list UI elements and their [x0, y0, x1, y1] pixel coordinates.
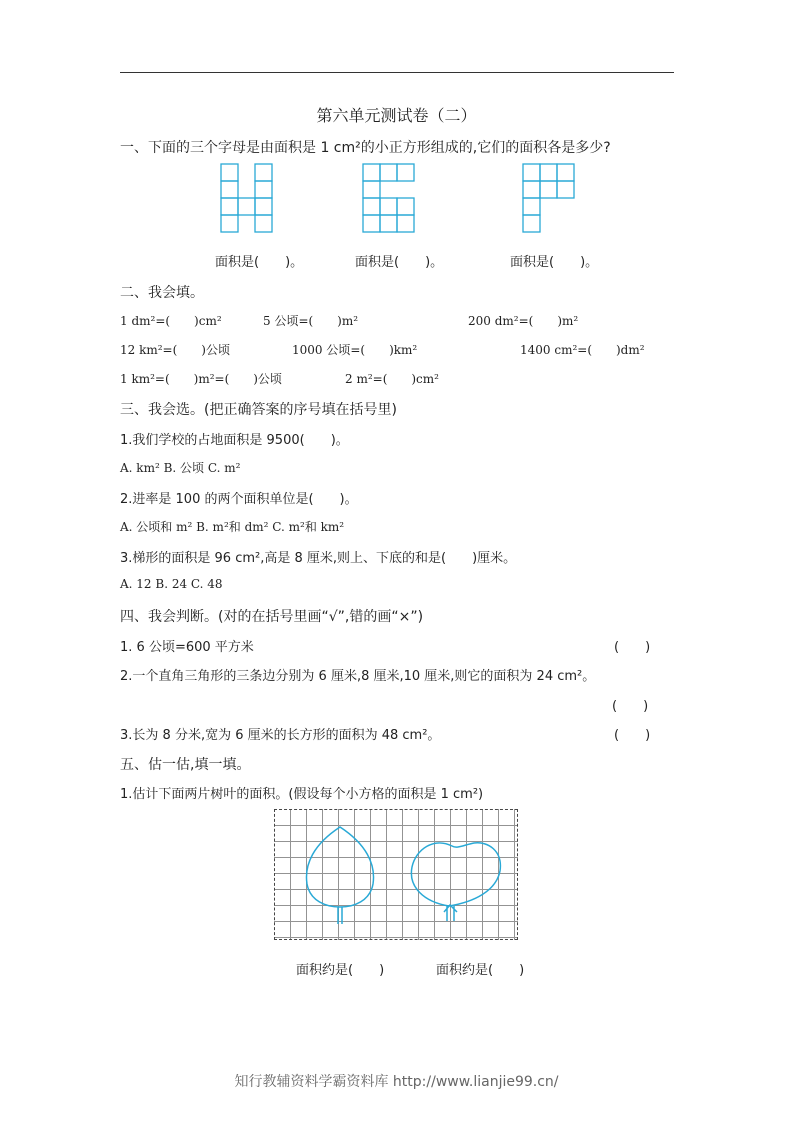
fill-item: 5 公顷=( )m² — [263, 314, 359, 328]
fill-item: 1 km²=( )m²=( )公顷 — [120, 372, 282, 386]
letter-h-answer: 面积是( )。 — [215, 255, 304, 270]
page-title: 第六单元测试卷（二） — [316, 106, 477, 125]
top-rule — [120, 72, 674, 73]
judge-question-3: 3.长为 8 分米,宽为 6 厘米的长方形的面积为 48 cm²。 — [120, 728, 441, 743]
choice-question-1: 1.我们学校的占地面积是 9500( )。 — [120, 433, 349, 448]
choice-question-2: 2.进率是 100 的两个面积单位是( )。 — [120, 492, 358, 507]
fill-item: 12 km²=( )公顷 — [120, 343, 230, 357]
letter-p-answer: 面积是( )。 — [510, 255, 599, 270]
letter-e-answer: 面积是( )。 — [355, 255, 444, 270]
section-3-heading: 三、我会选。(把正确答案的序号填在括号里) — [120, 402, 397, 418]
section-4-heading: 四、我会判断。(对的在括号里画“√”,错的画“×”) — [120, 609, 424, 625]
fill-item: 2 m²=( )cm² — [345, 372, 439, 386]
judge-paren-2: ( ) — [612, 699, 649, 714]
fill-item: 1 dm²=( )cm² — [120, 314, 222, 328]
leaf-2-answer: 面积约是( ) — [436, 963, 525, 978]
leaf-2-icon — [411, 843, 500, 906]
judge-paren-3: ( ) — [614, 728, 651, 743]
letter-e-figure — [362, 163, 416, 235]
judge-paren-1: ( ) — [614, 640, 651, 655]
judge-question-1: 1. 6 公顷=600 平方米 — [120, 640, 254, 655]
section-5-heading: 五、估一估,填一填。 — [120, 757, 251, 773]
leaf-1-icon — [306, 827, 373, 907]
fill-item: 200 dm²=( )m² — [468, 314, 579, 328]
judge-question-2: 2.一个直角三角形的三条边分别为 6 厘米,8 厘米,10 厘米,则它的面积为 24 cm²。 — [120, 669, 596, 684]
choice-question-3: 3.梯形的面积是 96 cm²,高是 8 厘米,则上、下底的和是( )厘米。 — [120, 551, 517, 566]
letter-h-figure — [220, 163, 274, 235]
estimate-question-1: 1.估计下面两片树叶的面积。(假设每个小方格的面积是 1 cm²) — [120, 787, 484, 802]
letter-p-figure — [522, 163, 576, 235]
footer-watermark: 知行教辅资料学霸资料库 http://www.lianjie99.cn/ — [234, 1074, 559, 1090]
leaf-1-answer: 面积约是( ) — [296, 963, 385, 978]
choice-options-3: A. 12 B. 24 C. 48 — [120, 577, 223, 591]
leaf-figures — [274, 809, 518, 940]
fill-item: 1400 cm²=( )dm² — [520, 343, 645, 357]
section-1-heading: 一、下面的三个字母是由面积是 1 cm²的小正方形组成的,它们的面积各是多少? — [120, 140, 611, 156]
choice-options-1: A. km² B. 公顷 C. m² — [120, 461, 241, 475]
choice-options-2: A. 公顷和 m² B. m²和 dm² C. m²和 km² — [120, 520, 345, 534]
section-2-heading: 二、我会填。 — [120, 285, 204, 301]
fill-item: 1000 公顷=( )km² — [292, 343, 418, 357]
